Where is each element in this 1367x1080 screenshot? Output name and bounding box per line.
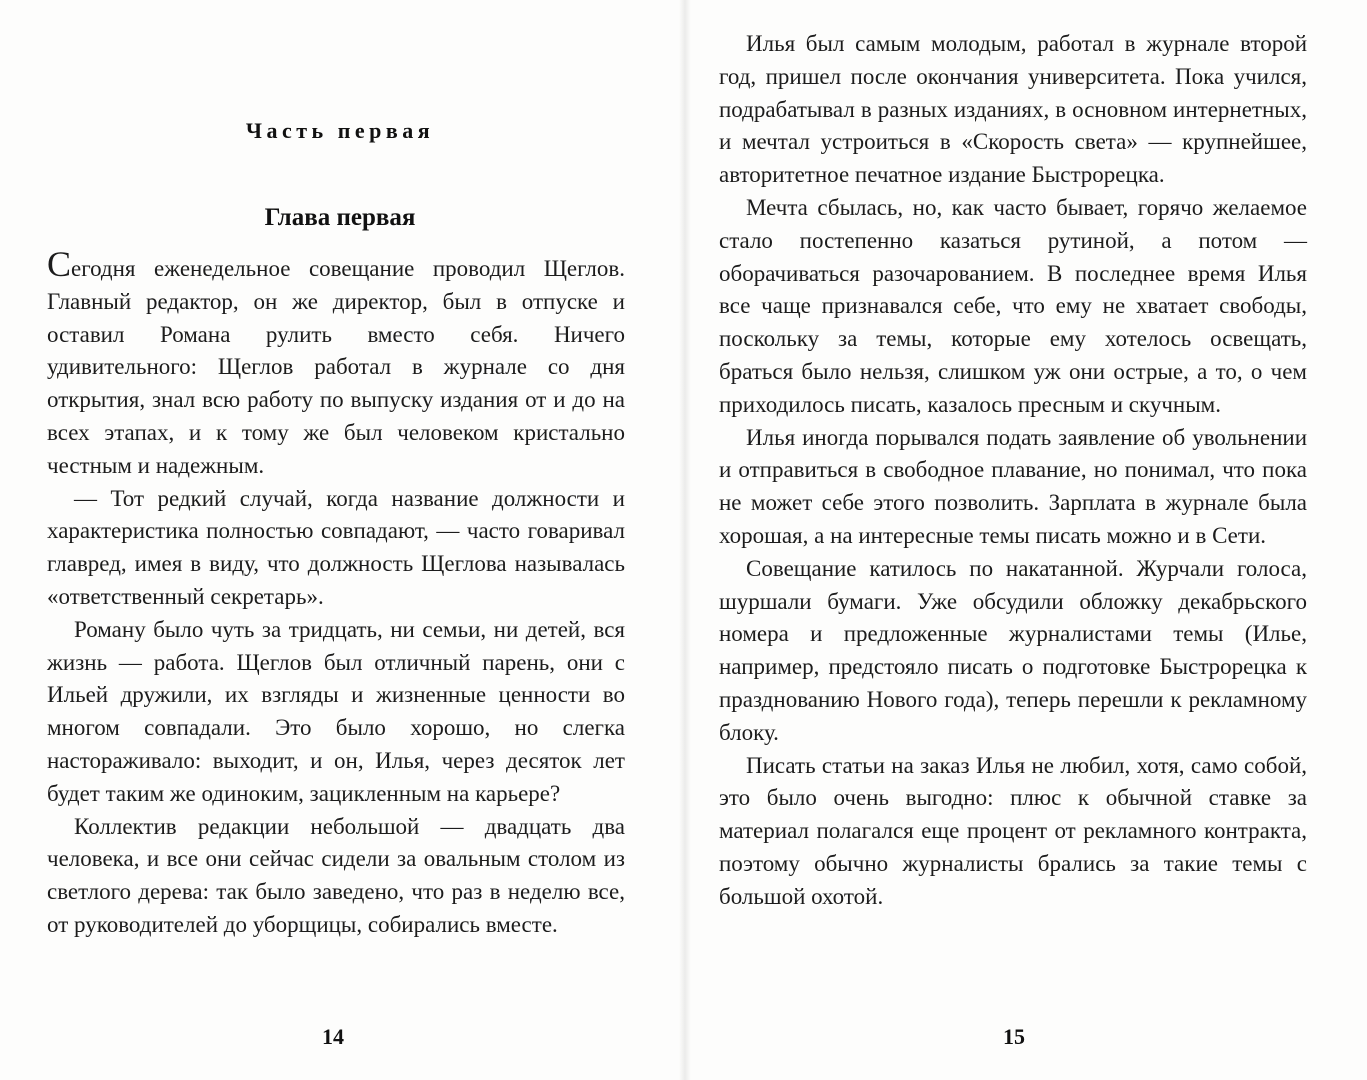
right-text-column bbox=[719, 28, 1307, 914]
right-page bbox=[690, 0, 1367, 1080]
paragraph bbox=[47, 246, 625, 483]
paragraph: Совещание катилось по накатанной. Журчали голоса, шуршали бумаги. Уже обсудили обложку декабрьского номера и предложенные журналистами темы (Илье, например, предстояло писать о подготовке Быстрорецка к празднованию Нового года), теперь перешли к рекламному блоку. bbox=[719, 555, 1307, 745]
chapter-title: Глава первая bbox=[264, 204, 416, 231]
paragraph-text: егодня еженедельное совещание проводил Щеглов. Главный редактор, он же директор, был в отпуске и оставил Романа рулить вместо себя. Ничего удивительного: Щеглов работал в журнале со дня открытия, знал всю работу по выпуску издания от и до на всех этапах, и к тому же был человеком кристально честным и надежным. bbox=[47, 256, 625, 478]
paragraph: Писать статьи на заказ Илья не любил, хотя, само собой, это было очень выгодно: плюс к обычной ставке за материал полагался еще процент от рекламного контракта, поэтому обычно журналисты брались за такие темы с большой охотой. bbox=[719, 752, 1307, 909]
paragraph: Роману было чуть за тридцать, ни семьи, ни детей, вся жизнь — работа. Щеглов был отличный парень, они с Ильей дружили, их взгляды и жизненные ценности во многом совпадали. Это было хорошо, но слегка настораживало: выходит, и он, Илья, через десяток лет будет таким же одиноким, зацикленным на карьере? bbox=[47, 616, 625, 806]
paragraph: Мечта сбылась, но, как часто бывает, горячо желаемое стало постепенно казаться рутиной, а потом — оборачиваться разочарованием. В последнее время Илья все чаще признавался себе, что ему не хватает свободы, поскольку за темы, которые ему хотелось освещать, браться было нельзя, слишком уж они острые, а то, о чем приходилось писать, казалось пресным и скучным. bbox=[719, 194, 1307, 417]
left-text-column bbox=[47, 246, 625, 942]
page-number: 14 bbox=[322, 1024, 344, 1049]
paragraph: Илья иногда порывался подать заявление об увольнении и отправиться в свободное плавание, но понимал, что пока не может себе этого позволить. Зарплата в журнале была хорошая, а на интересные темы писать можно и в Сети. bbox=[719, 424, 1307, 548]
paragraph: Коллектив редакции небольшой — двадцать два человека, и все они сейчас сидели за овальным столом из светлого дерева: так было заведено, что раз в неделю все, от руководителей до уборщицы, собирались вместе. bbox=[47, 813, 625, 937]
paragraph: — Тот редкий случай, когда название должности и характеристика полностью совпадают, — часто говаривал главред, имея в виду, что должность Щеглова называлась «ответственный секретарь». bbox=[47, 485, 625, 609]
page-number: 15 bbox=[1003, 1024, 1025, 1049]
part-title: Часть первая bbox=[245, 118, 435, 143]
drop-cap: С bbox=[47, 244, 72, 284]
paragraph: Илья был самым молодым, работал в журнале второй год, пришел после окончания университета. Пока учился, подрабатывал в разных изданиях, в основном интернетных, и мечтал устроиться в «Скорость света» — крупнейшее, авторитетное печатное издание Быстрорецка. bbox=[719, 31, 1307, 188]
left-page bbox=[0, 0, 680, 1080]
